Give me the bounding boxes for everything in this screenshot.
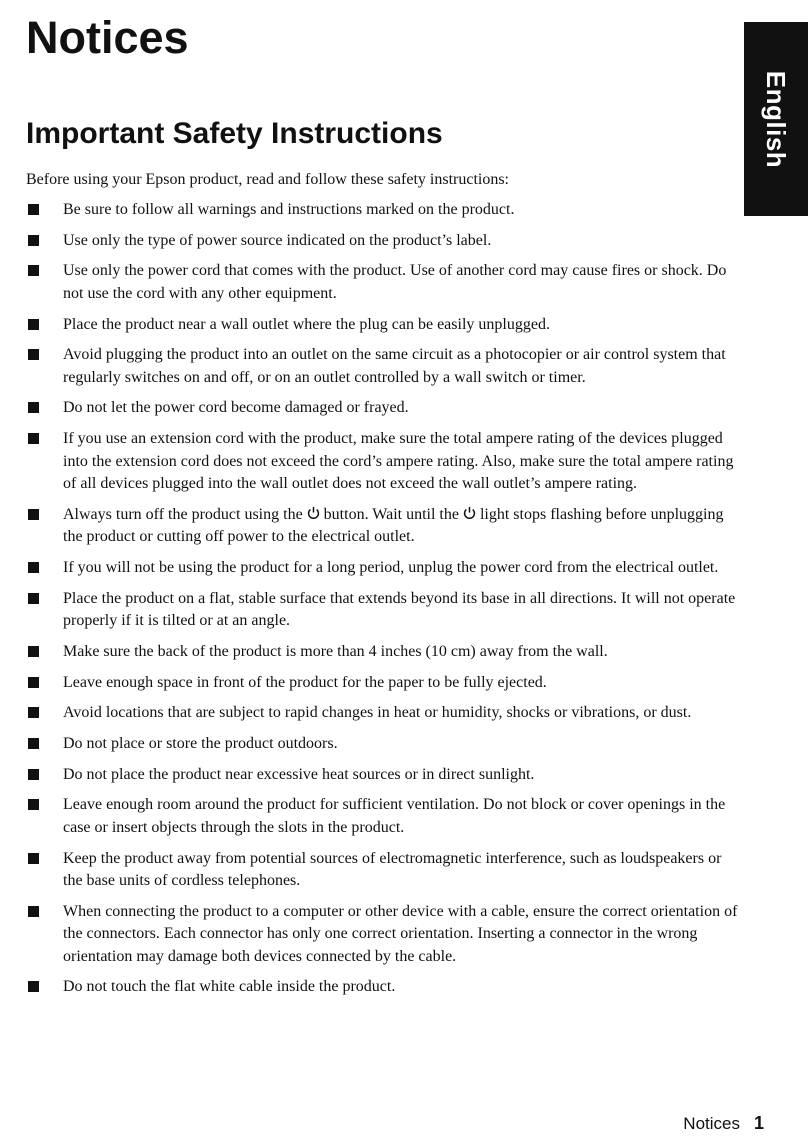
list-item: Avoid plugging the product into an outlet on the same circuit as a photocopier or air control system that regularly switches on and off, or on an outlet controlled by a wall switch or timer. — [26, 344, 738, 389]
list-item: Place the product near a wall outlet where the plug can be easily unplugged. — [26, 314, 738, 337]
list-item: Avoid locations that are subject to rapid changes in heat or humidity, shocks or vibrations, or dust. — [26, 702, 738, 725]
power-text-2: button. Wait until the — [323, 505, 459, 523]
list-item: Use only the type of power source indicated on the product’s label. — [26, 230, 738, 253]
power-text-1: Always turn off the product using the — [63, 505, 303, 523]
intro-text: Before using your Epson product, read and follow these safety instructions: — [26, 171, 509, 188]
list-item: Do not let the power cord become damaged or frayed. — [26, 397, 738, 420]
list-item: Be sure to follow all warnings and instructions marked on the product. — [26, 199, 738, 222]
list-item: If you use an extension cord with the product, make sure the total ampere rating of the devices plugged into the extension cord does not exceed the cord’s ampere rating. Also, make sure the total ampere rating of all devices plugged into the wall outlet does not exceed the wall outlet’s ampere rating. — [26, 428, 738, 496]
language-tab-label: English — [761, 70, 792, 168]
list-item: Do not touch the flat white cable inside the product. — [26, 976, 738, 999]
list-item: Place the product on a flat, stable surface that extends beyond its base in all directions. It will not operate properly if it is tilted or at an angle. — [26, 588, 738, 633]
language-tab — [744, 22, 808, 216]
section-title: Important Safety Instructions — [26, 117, 443, 150]
power-icon — [307, 506, 320, 520]
list-item: If you will not be using the product for a long period, unplug the power cord from the electrical outlet. — [26, 557, 738, 580]
safety-instructions-list — [26, 199, 738, 1007]
power-icon — [463, 506, 476, 520]
footer-label: Notices — [683, 1114, 740, 1133]
page-number: 1 — [753, 1113, 764, 1133]
list-item: Leave enough space in front of the product for the paper to be fully ejected. — [26, 672, 738, 695]
list-item: Do not place or store the product outdoors. — [26, 733, 738, 756]
list-item-power — [26, 504, 738, 549]
page-title: Notices — [26, 12, 189, 63]
list-item: Use only the power cord that comes with the product. Use of another cord may cause fires or shock. Do not use the cord with any other equipment. — [26, 260, 738, 305]
list-item: Do not place the product near excessive heat sources or in direct sunlight. — [26, 764, 738, 787]
list-item: When connecting the product to a computer or other device with a cable, ensure the correct orientation of the connectors. Each connector has only one correct orientation. Inserting a connector in the wrong orientation may damage both devices connected by the cable. — [26, 901, 738, 969]
power-text-3: light stops flashing before unplugging the product or cutting off power to the electrical outlet. — [63, 505, 724, 546]
list-item: Make sure the back of the product is more than 4 inches (10 cm) away from the wall. — [26, 641, 738, 664]
list-item: Keep the product away from potential sources of electromagnetic interference, such as loudspeakers or the base units of cordless telephones. — [26, 848, 738, 893]
page-footer — [683, 1112, 764, 1135]
list-item: Leave enough room around the product for sufficient ventilation. Do not block or cover openings in the case or insert objects through the slots in the product. — [26, 794, 738, 839]
